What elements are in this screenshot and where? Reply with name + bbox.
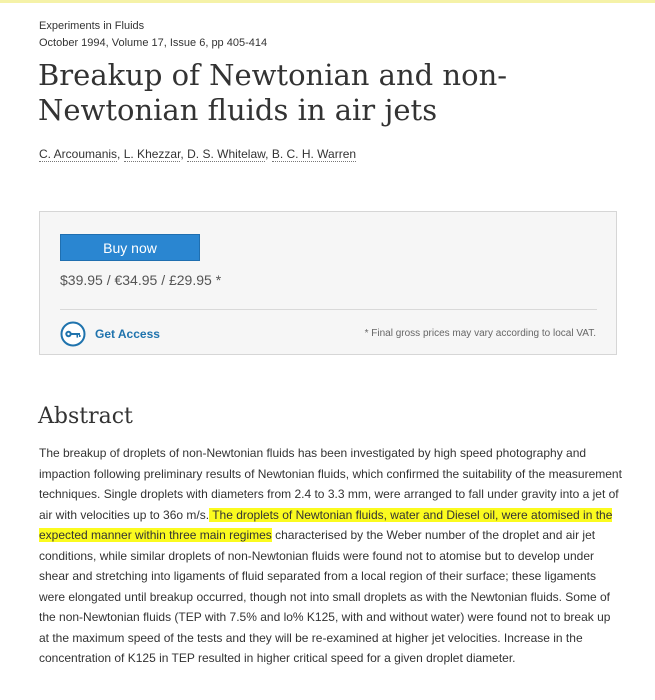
vat-note: * Final gross prices may vary according to local VAT. — [364, 328, 596, 339]
price-text: $39.95 / €34.95 / £29.95 * — [60, 272, 222, 288]
journal-link[interactable]: Experiments in Fluids — [39, 20, 145, 32]
abstract-text-part: The breakup of droplets of non-Newtonian fluids has been investigated by high speed photography and impaction following preliminary results of Newtonian fluids, which confirmed the suitability of the measurement techniques. Single droplets with diameters from 2.4 to 3.3 mm, were arranged to fall under gravity into a jet of air with velocities up to 36o m/s. — [39, 446, 622, 522]
author-link[interactable]: B. C. H. Warren — [271, 147, 357, 161]
buy-now-button[interactable]: Buy now — [60, 234, 200, 261]
author-link[interactable]: L. Khezzar — [123, 147, 181, 161]
abstract-heading: Abstract — [38, 404, 133, 429]
abstract-text — [39, 443, 622, 669]
author-list — [39, 147, 356, 161]
highlighted-passage: The droplets of Newtonian fluids, water and Diesel oil, were atomised in the expected manner within three main regimes — [39, 507, 613, 542]
get-access-link[interactable]: Get Access — [95, 327, 160, 341]
purchase-divider — [60, 309, 597, 310]
abstract-text-part: characterised by the Weber number of the droplet and air jet conditions, while similar droplets of non-Newtonian fluids were found not to atomise but to develop under shear and stretching into ligaments of fluid separated from a local region of their surface; these ligaments were elongated until breakup occurred, though not into small droplets as with the Newtonian fluids. Some of the non-Newtonian fluids (TEP with 7.5% and lo% K125, with and without water) were found not to break up at the maximum speed of the tests and they will be re-examined at higher jet velocities. Increase in the concentration of K125 in TEP resulted in higher critical speed for a given droplet diameter. — [39, 528, 611, 665]
citation-info: October 1994, Volume 17, Issue 6, pp 405-414 — [39, 37, 268, 49]
top-accent-bar — [0, 0, 655, 3]
author-separator: , — [180, 147, 184, 161]
purchase-box — [39, 211, 617, 355]
article-title-line-2: Newtonian fluids in air jets — [38, 93, 438, 127]
author-link[interactable]: C. Arcoumanis — [39, 147, 118, 161]
article-title-line-1: Breakup of Newtonian and non- — [38, 58, 508, 92]
author-separator: , — [265, 147, 269, 161]
author-link[interactable]: D. S. Whitelaw — [187, 147, 266, 161]
key-icon[interactable] — [60, 321, 86, 347]
author-separator: , — [117, 147, 121, 161]
article-title — [38, 58, 618, 128]
